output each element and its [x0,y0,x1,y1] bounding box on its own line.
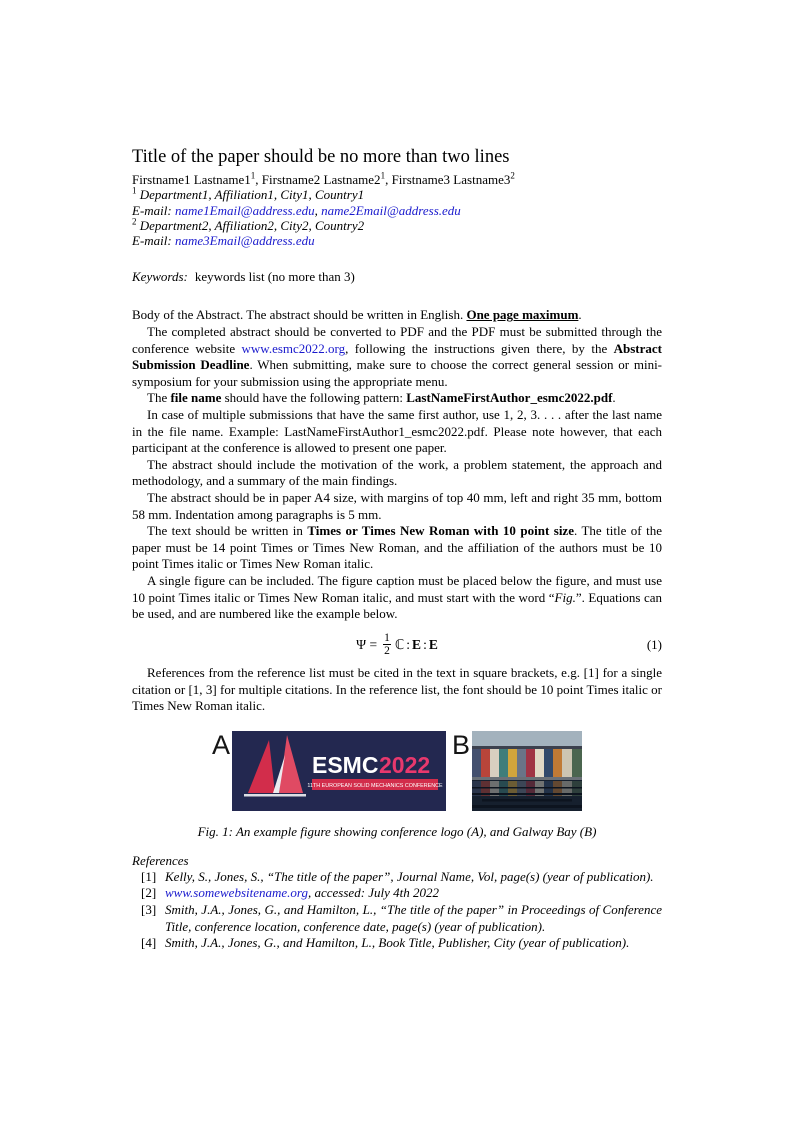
text-segment: , Firstname2 Lastname2 [255,172,381,187]
equation-colon: : [406,636,411,652]
reference-item [132,902,662,935]
hyperlink[interactable]: name2Email@address.edu [321,202,461,218]
text-segment: In case of multiple submissions that have the same first author, use 1, 2, 3. . . . after the last name in the file name. Example: LastNameFirstAuthor1_esmc2022.pdf. Please note however, that each participant at the conference is allowed to present one paper. [132,407,662,456]
boat-hull [244,794,306,797]
text-segment: Smith, J.A., Jones, G., and Hamilton, L., Book Title, Publisher, City (year of publication). [165,935,630,951]
hyperlink[interactable]: name1Email@address.edu [174,202,315,218]
equation-e-term: E [412,636,422,652]
paragraph [132,407,662,457]
panel-b-label: B [452,729,471,760]
text-segment: 1 [132,185,137,196]
text-segment: . [612,390,616,406]
authors-line [132,172,662,187]
text-segment: Body of the Abstract. The abstract should be written in English. [132,307,467,323]
paragraph [132,490,662,523]
text-segment: . The title of the paper must be 14 point Times or Times New Roman, and the affiliation of the authors must be 10 point Times italic or Times New Roman italic. [132,523,662,572]
references-heading: References [132,852,189,868]
text-segment: The text should be written in [147,523,308,539]
text-segment: The abstract should be in paper A4 size, with margins of top 40 mm, left and right 35 mm, bottom 58 mm. Indentation among paragraphs is 5 mm. [132,490,662,522]
paragraph [132,324,662,390]
affiliation-1 [132,187,662,202]
reference-item [132,885,662,902]
text-segment: Kelly, S., Jones, S., “The title of the paper”, Journal Name, Vol, page(s) (year of publication). [165,868,654,884]
figure-1 [132,731,662,811]
houses [472,749,582,777]
text-segment: Firstname1 Lastname1 [132,172,251,187]
hyperlink[interactable]: name3Email@address.edu [174,233,315,249]
equation-e-term: E [428,636,438,652]
text-segment: E-mail: [132,202,175,218]
paragraph [132,665,662,715]
keywords-line [132,269,662,285]
text-segment: , [314,202,322,218]
text-segment: Fig. [554,589,576,605]
esmc-logo-image [232,731,446,811]
text-segment: 1 [380,170,386,181]
fraction-denominator: 2 [384,645,390,658]
text-segment: 1 [250,170,256,181]
text-segment: LastNameFirstAuthor_esmc2022.pdf [406,390,613,406]
reference-list [132,869,662,952]
text-segment: Times or Times New Roman with 10 point size [307,523,574,539]
keywords-label: Keywords: [132,269,188,285]
text-segment: Smith, J.A., Jones, G., and Hamilton, L., “The title of the paper” in Proceedings of Conference Title, conference location, conference date, page(s) (year of publication). [165,902,662,934]
text-segment: The [147,390,171,406]
text-segment: . When submitting, make sure to choose the correct general session or mini-symposium for your submission using the appropriate menu. [132,357,663,389]
text-segment: file name [170,390,222,406]
fraction [383,632,391,658]
reference-item [132,869,662,886]
paragraph [132,523,662,573]
reference-number: [2] [141,885,157,901]
text-segment: 2 [510,170,515,181]
paper-title: Title of the paper should be no more than two lines [132,147,510,167]
text-segment: , following the instructions given there, by the [345,340,614,356]
text-segment: A single figure can be included. The figure caption must be placed below the figure, and must use 10 point Times italic or Times New Roman italic, and must start with the word “ [132,572,662,605]
logo-title: ESMC [312,751,379,778]
text-segment: Department1, Affiliation1, City1, Country1 [136,187,365,203]
panel-a-label: A [211,729,230,760]
text-segment: References from the reference list must be cited in the text in square brackets, e.g. [1] for a single citation or [1, 3] for multiple citations. In the reference list, the font should be 10 point Times italic or Times New Roman italic. [132,665,662,714]
abstract-body-before-equation [132,307,662,622]
text-segment: , accessed: July 4th 2022 [308,885,440,901]
fraction-numerator: 1 [384,631,390,644]
logo-subtitle: 11TH EUROPEAN SOLID MECHANICS CONFERENCE [307,782,443,789]
keywords-text: keywords list (no more than 3) [194,269,355,285]
quay-wall [472,777,582,780]
text-segment: ”. Equations can be used, and are numbered like the example below. [132,589,662,622]
reference-number: [1] [141,868,157,884]
equation-colon: : [423,636,427,652]
references-section [132,852,662,952]
paragraph [132,573,662,623]
email-line-2 [132,233,662,248]
text-segment: Abstract Submission Deadline [132,340,662,373]
text-segment: The abstract should include the motivation of the work, a problem statement, the approach and methodology, and a summary of the main findings. [132,456,662,489]
paragraph [132,390,662,407]
reference-number: [4] [141,935,157,951]
logo-year: 2022 [379,751,431,778]
hyperlink[interactable]: www.somewebsitename.org [165,885,308,901]
abstract-body-after-equation [132,665,662,715]
reference-item [132,935,662,952]
galway-bay-image [472,731,582,811]
text-segment: One page maximum [466,307,579,323]
text-segment: The completed abstract should be converted to PDF and the PDF must be submitted through the conference website [132,324,662,356]
text-segment: E-mail: [132,233,175,249]
paragraph [132,457,662,490]
text-segment: 2 [132,216,137,227]
paragraph [132,307,662,324]
reference-number: [3] [141,902,157,918]
affiliation-2 [132,218,662,233]
figure-caption: Fig. 1: An example figure showing conference logo (A), and Galway Bay (B) [197,823,597,839]
text-segment: Department2, Affiliation2, City2, Country2 [136,217,365,233]
email-line-1 [132,203,662,218]
equation-c-term: ℂ [394,636,405,652]
equation-lhs: Ψ = [356,636,378,652]
equation [132,632,662,658]
text-segment: , Firstname3 Lastname3 [385,172,511,187]
equation-number: (1) [646,636,662,652]
text-segment: . [578,307,582,323]
text-segment: should have the following pattern: [221,390,407,406]
hyperlink[interactable]: www.esmc2022.org [241,340,346,356]
